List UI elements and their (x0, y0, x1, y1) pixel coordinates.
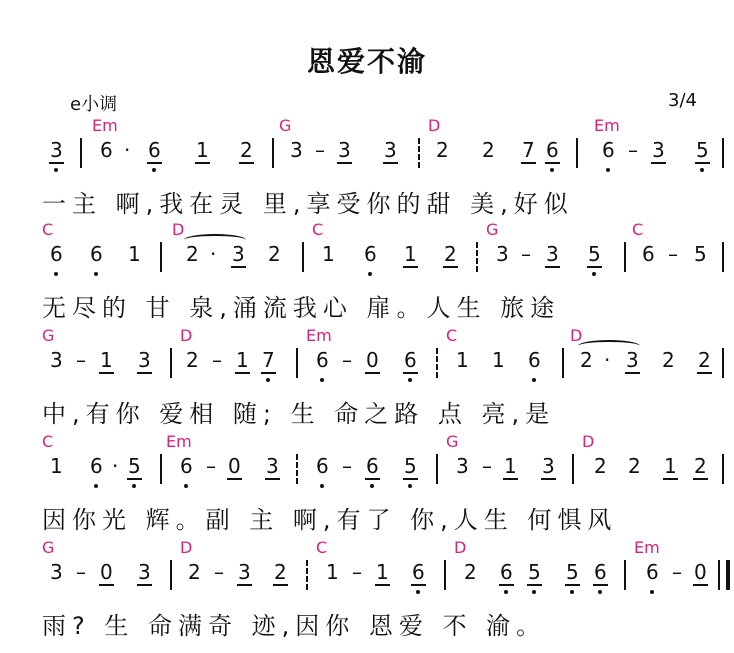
note: – (315, 138, 325, 162)
chord-label: D (180, 326, 193, 345)
note: 3 (456, 454, 469, 478)
note: 1 (456, 348, 469, 372)
note: 2 (436, 138, 449, 162)
note: 2 (482, 138, 495, 162)
note: 3 (50, 138, 63, 162)
slur (184, 234, 246, 246)
note: 0 (100, 560, 113, 584)
bar-line (296, 454, 298, 484)
bar-line (444, 560, 446, 590)
score-row (0, 432, 734, 542)
chord-label: C (316, 538, 328, 557)
note: 5 (528, 560, 541, 584)
note: 6 (366, 454, 379, 478)
note: 3 (50, 348, 63, 372)
note: · (112, 454, 119, 478)
bar-line (562, 348, 564, 378)
note: 3 (138, 560, 151, 584)
bar-line (722, 242, 724, 272)
note: 7 (522, 138, 535, 162)
note: 7 (262, 348, 275, 372)
song-title: 恩爱不渝 (306, 45, 427, 78)
note: 5 (588, 242, 601, 266)
score-row (0, 326, 734, 436)
time-signature: 3/4 (668, 90, 697, 111)
note: 3 (290, 138, 303, 162)
bar-line (306, 560, 308, 590)
note: 2 (628, 454, 641, 478)
note: 1 (322, 242, 335, 266)
note: 5 (694, 242, 707, 266)
bar-line (296, 348, 298, 378)
bar-line (722, 138, 724, 168)
note: 3 (50, 560, 63, 584)
lyrics-line: 因你光 辉。副 主 啊,有了 你,人生 何惧风 (42, 506, 618, 534)
bar-line (576, 138, 578, 168)
chord-label: G (486, 220, 499, 239)
chord-label: G (42, 326, 55, 345)
bar-line (624, 560, 626, 590)
note: – (352, 560, 362, 584)
chord-label: C (42, 432, 54, 451)
chord-label: Em (594, 116, 620, 135)
bar-line (170, 348, 172, 378)
note: 6 (180, 454, 193, 478)
chord-label: G (446, 432, 459, 451)
score-row (0, 116, 734, 226)
chord-label: G (279, 116, 292, 135)
note: 2 (694, 454, 707, 478)
note: 2 (594, 454, 607, 478)
note: 3 (232, 242, 245, 266)
note: 3 (384, 138, 397, 162)
note: 3 (338, 138, 351, 162)
note: – (76, 560, 86, 584)
note: 2 (698, 348, 711, 372)
note: 5 (128, 454, 141, 478)
note: 6 (642, 242, 655, 266)
note: 6 (50, 242, 63, 266)
note: 3 (652, 138, 665, 162)
note: 2 (188, 560, 201, 584)
note: 3 (626, 348, 639, 372)
chord-label: C (312, 220, 324, 239)
note: – (628, 138, 638, 162)
bar-line (160, 454, 162, 484)
chord-label: D (582, 432, 595, 451)
note: 0 (694, 560, 707, 584)
bar-line (726, 560, 730, 590)
bar-line (160, 242, 162, 272)
note: 1 (404, 242, 417, 266)
bar-line (436, 454, 438, 484)
note-line (0, 242, 734, 282)
note: 6 (646, 560, 659, 584)
bar-line (272, 138, 274, 168)
note: 2 (580, 348, 593, 372)
chord-label: D (454, 538, 467, 557)
bar-line (80, 138, 82, 168)
key-signature: e小调 (70, 94, 118, 115)
note: 2 (268, 242, 281, 266)
chord-label: D (180, 538, 193, 557)
note: – (76, 348, 86, 372)
lyrics-line: 雨? 生 命满奇 迹,因你 恩爱 不 渝。 (42, 612, 547, 640)
note: 3 (138, 348, 151, 372)
note: 2 (444, 242, 457, 266)
chord-label: Em (92, 116, 118, 135)
note: 6 (148, 138, 161, 162)
note: 6 (546, 138, 559, 162)
lyrics-line: 无尽的 甘 泉,涌流我心 扉。人生 旅途 (42, 294, 561, 322)
note: 1 (196, 138, 209, 162)
note: 6 (90, 454, 103, 478)
lyrics-line: 一主 啊,我在灵 里,享受你的甜 美,好似 (42, 190, 574, 218)
note: 2 (662, 348, 675, 372)
bar-line (722, 454, 724, 484)
note: 1 (326, 560, 339, 584)
chord-label: G (42, 538, 55, 557)
chord-label: C (42, 220, 54, 239)
note: 6 (602, 138, 615, 162)
note: 1 (50, 454, 63, 478)
note: 6 (500, 560, 513, 584)
note: 2 (274, 560, 287, 584)
note: 5 (696, 138, 709, 162)
note: 0 (228, 454, 241, 478)
note: · (210, 242, 217, 266)
note: 6 (412, 560, 425, 584)
note: 1 (664, 454, 677, 478)
note: 2 (464, 560, 477, 584)
note: 0 (366, 348, 379, 372)
note: 6 (316, 348, 329, 372)
note-line (0, 348, 734, 388)
note: 3 (496, 242, 509, 266)
note: 1 (100, 348, 113, 372)
note: 6 (594, 560, 607, 584)
note: 5 (566, 560, 579, 584)
chord-label: D (570, 326, 583, 345)
chord-label: C (446, 326, 458, 345)
note: 1 (128, 242, 141, 266)
note: 2 (240, 138, 253, 162)
note: 3 (238, 560, 251, 584)
chord-label: Em (166, 432, 192, 451)
note: 6 (90, 242, 103, 266)
chord-label: Em (306, 326, 332, 345)
chord-label: D (428, 116, 441, 135)
bar-line (170, 560, 172, 590)
bar-line (722, 348, 724, 378)
score-row (0, 220, 734, 330)
note: – (672, 560, 682, 584)
note: 3 (546, 242, 559, 266)
slur (578, 340, 640, 352)
chord-label: C (632, 220, 644, 239)
note: – (521, 242, 531, 266)
note: – (342, 348, 352, 372)
note: 2 (186, 348, 199, 372)
note: 1 (492, 348, 505, 372)
note: – (212, 348, 222, 372)
bar-line (624, 242, 626, 272)
note: · (604, 348, 611, 372)
bar-line (302, 242, 304, 272)
note: 6 (364, 242, 377, 266)
note: – (482, 454, 492, 478)
chord-label: Em (634, 538, 660, 557)
bar-line (418, 138, 420, 168)
note: 5 (404, 454, 417, 478)
note: 6 (316, 454, 329, 478)
note: · (124, 138, 131, 162)
note: – (214, 560, 224, 584)
note: 1 (376, 560, 389, 584)
note: 1 (504, 454, 517, 478)
note: 3 (542, 454, 555, 478)
note: 2 (186, 242, 199, 266)
bar-line (476, 242, 478, 272)
note-line (0, 560, 734, 600)
note: – (342, 454, 352, 478)
note: – (668, 242, 678, 266)
note: – (206, 454, 216, 478)
note: 1 (236, 348, 249, 372)
note: 6 (404, 348, 417, 372)
note-line (0, 454, 734, 494)
lyrics-line: 中,有你 爱相 随; 生 命之路 点 亮,是 (42, 400, 556, 428)
bar-line (572, 454, 574, 484)
note: 3 (266, 454, 279, 478)
chord-label: D (172, 220, 185, 239)
bar-line (718, 560, 720, 590)
bar-line (436, 348, 438, 378)
score-row (0, 538, 734, 648)
note: 6 (100, 138, 113, 162)
note-line (0, 138, 734, 178)
note: 6 (528, 348, 541, 372)
